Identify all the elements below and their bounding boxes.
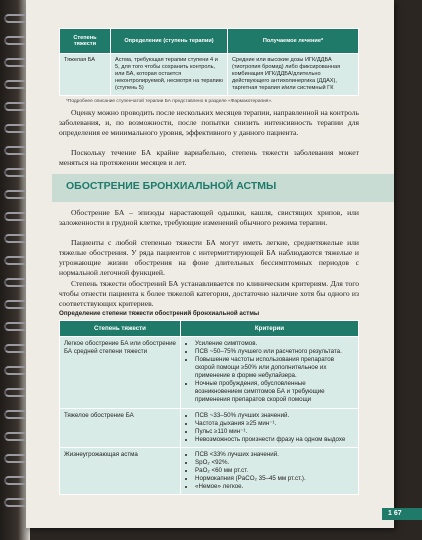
severity-level: Легкое обострение БА или обострение БА средней степени тяжести	[60, 337, 181, 409]
paragraph: Пациенты с любой степенью тяжести БА могут иметь легкие, среднетяжелые или тяжелые обострения. У ряда пациентов с интермиттирующей БА наблюдаются тяжелые и угрожающие жизни обострения на фоне длительных бессимптомных периодов с нормальной легочной функцией.	[59, 238, 359, 278]
criteria-item: • Повышение частоты использования препаратов скорой помощи ≥50% или дополнительное их применение в форме небулайзера.	[195, 356, 354, 380]
paragraph: Оценку можно проводить после нескольких месяцев терапии, направленной на контроль заболевания, и, по возможности, после попытки снизить интенсивность терапии для определения ее минимального уровня, эффективного у данного пациента.	[59, 108, 359, 138]
criteria-cell	[181, 408, 359, 447]
criteria-cell	[181, 337, 359, 409]
paragraph: Степень тяжести обострений БА устанавливается по клиническим критериям. Для того чтобы отнести пациента к более тяжелой категории, достаточно наличие хотя бы одного из соответствующих критериев.	[59, 279, 359, 309]
criteria-item: • SpO₂ <92%.	[195, 459, 354, 467]
criteria-item: • Частота дыхания ≥25 мин⁻¹.	[195, 420, 354, 428]
severity-level: Жизнеугрожающая астма	[60, 447, 181, 494]
section-title: ОБОСТРЕНИЕ БРОНХИАЛЬНОЙ АСТМЫ	[66, 180, 277, 192]
criteria-item: • ПСВ <33% лучших значений.	[195, 451, 354, 459]
criteria-item: • Ночные пробуждения, обусловленные возникновением симптомов БА и требующие применения препаратов скорой помощи	[195, 380, 354, 404]
table-header: Критерии	[181, 321, 359, 337]
table-header: Степень тяжести	[60, 321, 181, 337]
criteria-item: • ПСВ ~33–50% лучших значений.	[195, 412, 354, 420]
table-cell: Средние или высокие дозы ИГК/ДДБА (тиотропия бромид) либо фиксированная комбинация ИГК/ДДБА/длительно действующего антихолинергика (ДДАХ), таргетная терапия и/или системный ГК	[228, 54, 359, 96]
section-header	[52, 174, 394, 202]
criteria-item: • «Немое» легкое.	[195, 483, 354, 491]
table-header-row	[60, 29, 359, 54]
table-caption: Определение степени тяжести обострений бронхиальной астмы	[59, 310, 260, 317]
severity-table	[59, 28, 359, 96]
criteria-item: • Усиление симптомов.	[195, 340, 354, 348]
table-row	[60, 337, 359, 409]
paragraph: Поскольку течение БА крайне вариабельно, степень тяжести заболевания может меняться на протяжении месяцев и лет.	[59, 148, 359, 168]
table-row	[60, 408, 359, 447]
paragraph: Обострение БА – эпизоды нарастающей одышки, кашля, свистящих хрипов, или заложенности в грудной клетке, требующие изменений обычного режима терапии.	[59, 208, 359, 228]
table-header-row	[60, 321, 359, 337]
table-row	[60, 54, 359, 96]
criteria-item: • ПСВ ~50–75% лучшего или расчетного результата.	[195, 348, 354, 356]
table-row	[60, 447, 359, 494]
table-cell: Астма, требующая терапии ступени 4 и 5, для того чтобы сохранить контроль, или БА, которая остается неконтролируемой, несмотря на терапию (ступень 5)	[111, 54, 228, 96]
book-page	[26, 0, 402, 528]
table-header: Степень тяжести	[60, 29, 111, 54]
exacerbation-table	[59, 320, 359, 495]
criteria-cell	[181, 447, 359, 494]
criteria-item: • PaO₂ <60 мм рт.ст.	[195, 467, 354, 475]
table-header: Определение (ступень терапии)	[111, 29, 228, 54]
severity-level: Тяжелое обострение БА	[60, 408, 181, 447]
criteria-item: • Нормокапния (PaCO₂ 35–45 мм рт.ст.).	[195, 475, 354, 483]
footnote: *Подробнее описание ступенчатой терапии БА представлено в разделе «Фармакотерапия».	[66, 99, 273, 104]
table-header: Получаемое лечение*	[228, 29, 359, 54]
criteria-item: • Пульс ≥110 мин⁻¹.	[195, 428, 354, 436]
table-cell: Тяжелая БА	[60, 54, 111, 96]
criteria-item: • Невозможность произнести фразу на одном выдохе	[195, 436, 354, 444]
page-number: 1 67	[382, 508, 422, 520]
